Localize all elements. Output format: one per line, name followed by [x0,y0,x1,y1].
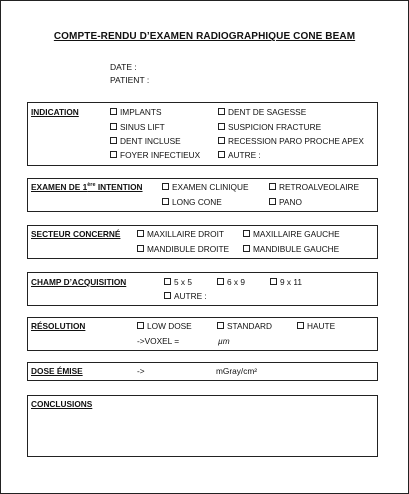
option-mandibule-droite[interactable]: MANDIBULE DROITE [137,244,229,254]
secteur-section [27,225,378,259]
option-foyer-infectieux[interactable]: FOYER INFECTIEUX [110,150,200,160]
checkbox-icon[interactable] [243,230,250,237]
patient-label: PATIENT : [110,75,150,85]
option-standard[interactable]: STANDARD [217,321,272,331]
checkbox-icon[interactable] [137,245,144,252]
dose-section [27,362,378,381]
indication-section [27,102,378,166]
checkbox-icon[interactable] [110,123,117,130]
conclusions-section[interactable] [27,395,378,457]
checkbox-icon[interactable] [137,322,144,329]
checkbox-icon[interactable] [269,183,276,190]
examen-label: EXAMEN DE 1ère INTENTION [31,182,143,192]
page-title: COMPTE-RENDU D’EXAMEN RADIOGRAPHIQUE CONE BEAM [53,31,356,42]
option-haute[interactable]: HAUTE [297,321,335,331]
checkbox-icon[interactable] [269,198,276,205]
option-dent-incluse[interactable]: DENT INCLUSE [110,136,181,146]
checkbox-icon[interactable] [110,151,117,158]
checkbox-icon[interactable] [270,278,277,285]
checkbox-icon[interactable] [164,292,171,299]
option-low-dose[interactable]: LOW DOSE [137,321,192,331]
voxel-unit: µm [218,336,230,346]
checkbox-icon[interactable] [217,322,224,329]
checkbox-icon[interactable] [243,245,250,252]
option-retroalveolaire[interactable]: RETROALVEOLAIRE [269,182,359,192]
indication-label: INDICATION [31,107,79,117]
option-autre[interactable]: AUTRE : [218,150,261,160]
option-implants[interactable]: IMPLANTS [110,107,162,117]
checkbox-icon[interactable] [218,108,225,115]
champ-section [27,272,378,306]
resolution-label: RÉSOLUTION [31,321,86,331]
checkbox-icon[interactable] [217,278,224,285]
option-maxillaire-droit[interactable]: MAXILLAIRE DROIT [137,229,224,239]
option-suspicion-fracture[interactable]: SUSPICION FRACTURE [218,122,321,132]
resolution-section [27,317,378,351]
checkbox-icon[interactable] [110,108,117,115]
dose-unit: mGray/cm² [216,366,258,376]
champ-label: CHAMP D’ACQUISITION [31,277,127,287]
checkbox-icon[interactable] [137,230,144,237]
checkbox-icon[interactable] [218,137,225,144]
option-mandibule-gauche[interactable]: MANDIBULE GAUCHE [243,244,339,254]
voxel-label: ->VOXEL = [137,336,180,346]
option-9x11[interactable]: 9 x 11 [270,277,302,287]
checkbox-icon[interactable] [218,151,225,158]
option-long-cone[interactable]: LONG CONE [162,197,222,207]
examen-section [27,178,378,212]
option-champ-autre[interactable]: AUTRE : [164,291,207,301]
dose-label: DOSE ÉMISE [31,366,83,376]
option-sinus-lift[interactable]: SINUS LIFT [110,122,165,132]
option-pano[interactable]: PANO [269,197,302,207]
checkbox-icon[interactable] [218,123,225,130]
secteur-label: SECTEUR CONCERNÉ [31,229,121,239]
option-5x5[interactable]: 5 x 5 [164,277,192,287]
checkbox-icon[interactable] [164,278,171,285]
conclusions-label: CONCLUSIONS [31,399,93,409]
option-examen-clinique[interactable]: EXAMEN CLINIQUE [162,182,249,192]
checkbox-icon[interactable] [162,183,169,190]
checkbox-icon[interactable] [110,137,117,144]
option-6x9[interactable]: 6 x 9 [217,277,245,287]
option-maxillaire-gauche[interactable]: MAXILLAIRE GAUCHE [243,229,340,239]
option-recession-paro[interactable]: RECESSION PARO PROCHE APEX [218,136,364,146]
date-label: DATE : [110,62,137,72]
dose-arrow: -> [137,366,145,376]
checkbox-icon[interactable] [297,322,304,329]
checkbox-icon[interactable] [162,198,169,205]
option-dent-de-sagesse[interactable]: DENT DE SAGESSE [218,107,306,117]
